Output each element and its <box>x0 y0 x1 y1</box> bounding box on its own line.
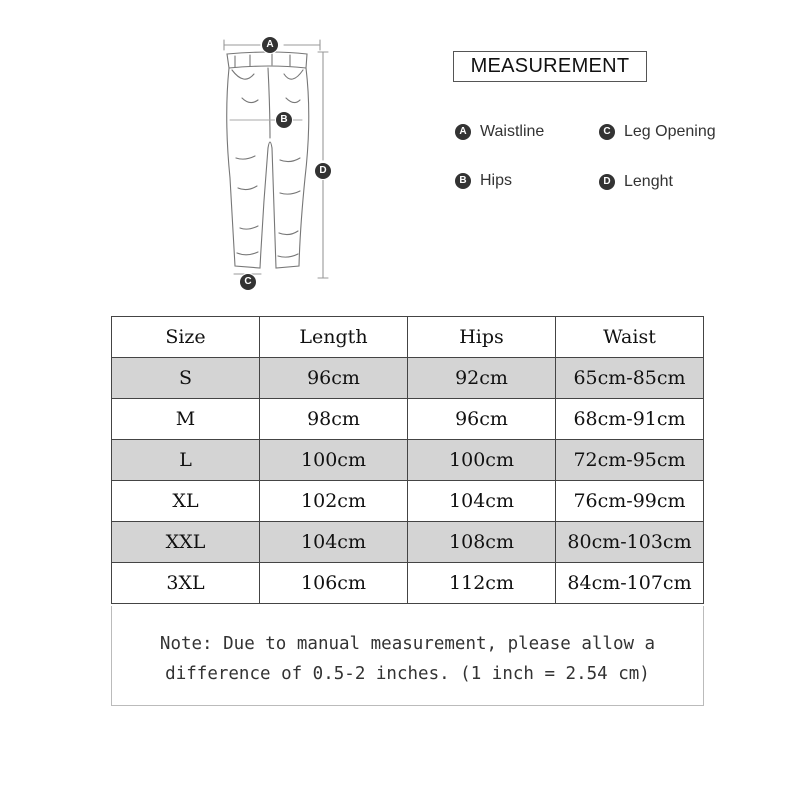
marker-c-icon: C <box>599 124 615 140</box>
pants-illustration <box>200 28 350 298</box>
cell-length: 98cm <box>260 399 408 440</box>
table-row <box>112 399 704 440</box>
cell-length: 102cm <box>260 481 408 522</box>
cell-size: L <box>112 440 260 481</box>
table-row <box>112 481 704 522</box>
legend-item-hips <box>455 171 512 191</box>
cell-size: M <box>112 399 260 440</box>
legend-item-waistline <box>455 122 544 142</box>
table-row <box>112 563 704 604</box>
legend-label: Lenght <box>624 173 673 190</box>
marker-a-icon: A <box>262 37 278 53</box>
legend-label: Leg Opening <box>624 123 716 140</box>
table-header-row <box>112 317 704 358</box>
table-row <box>112 440 704 481</box>
pants-sketch-icon <box>200 28 350 298</box>
cell-length: 96cm <box>260 358 408 399</box>
column-header-waist: Waist <box>556 317 704 358</box>
legend-item-leg-opening <box>599 122 716 142</box>
marker-b-icon: B <box>455 173 471 189</box>
measurement-title: MEASUREMENT <box>453 51 647 82</box>
cell-waist: 65cm-85cm <box>556 358 704 399</box>
cell-length: 100cm <box>260 440 408 481</box>
marker-b-icon: B <box>276 112 292 128</box>
cell-size: XL <box>112 481 260 522</box>
legend-label: Hips <box>480 172 513 189</box>
marker-c-icon: C <box>240 274 256 290</box>
cell-hips: 104cm <box>408 481 556 522</box>
cell-waist: 68cm-91cm <box>556 399 704 440</box>
size-chart-table <box>111 316 704 604</box>
legend-label: Waistline <box>480 123 545 140</box>
cell-waist: 76cm-99cm <box>556 481 704 522</box>
cell-size: 3XL <box>112 563 260 604</box>
marker-a-icon: A <box>455 124 471 140</box>
cell-hips: 112cm <box>408 563 556 604</box>
cell-hips: 92cm <box>408 358 556 399</box>
cell-waist: 72cm-95cm <box>556 440 704 481</box>
cell-waist: 80cm-103cm <box>556 522 704 563</box>
cell-length: 106cm <box>260 563 408 604</box>
table-row <box>112 522 704 563</box>
cell-length: 104cm <box>260 522 408 563</box>
measurement-note <box>111 606 704 706</box>
marker-d-icon: D <box>599 174 615 190</box>
marker-d-icon: D <box>315 163 331 179</box>
cell-size: XXL <box>112 522 260 563</box>
cell-hips: 108cm <box>408 522 556 563</box>
table-row <box>112 358 704 399</box>
cell-hips: 100cm <box>408 440 556 481</box>
cell-waist: 84cm-107cm <box>556 563 704 604</box>
cell-hips: 96cm <box>408 399 556 440</box>
note-line-2: difference of 0.5-2 inches. (1 inch = 2.54 cm) <box>165 664 650 684</box>
cell-size: S <box>112 358 260 399</box>
column-header-length: Length <box>260 317 408 358</box>
legend-item-length <box>599 172 673 192</box>
note-line-1: Note: Due to manual measurement, please allow a <box>159 634 656 654</box>
column-header-size: Size <box>112 317 260 358</box>
column-header-hips: Hips <box>408 317 556 358</box>
